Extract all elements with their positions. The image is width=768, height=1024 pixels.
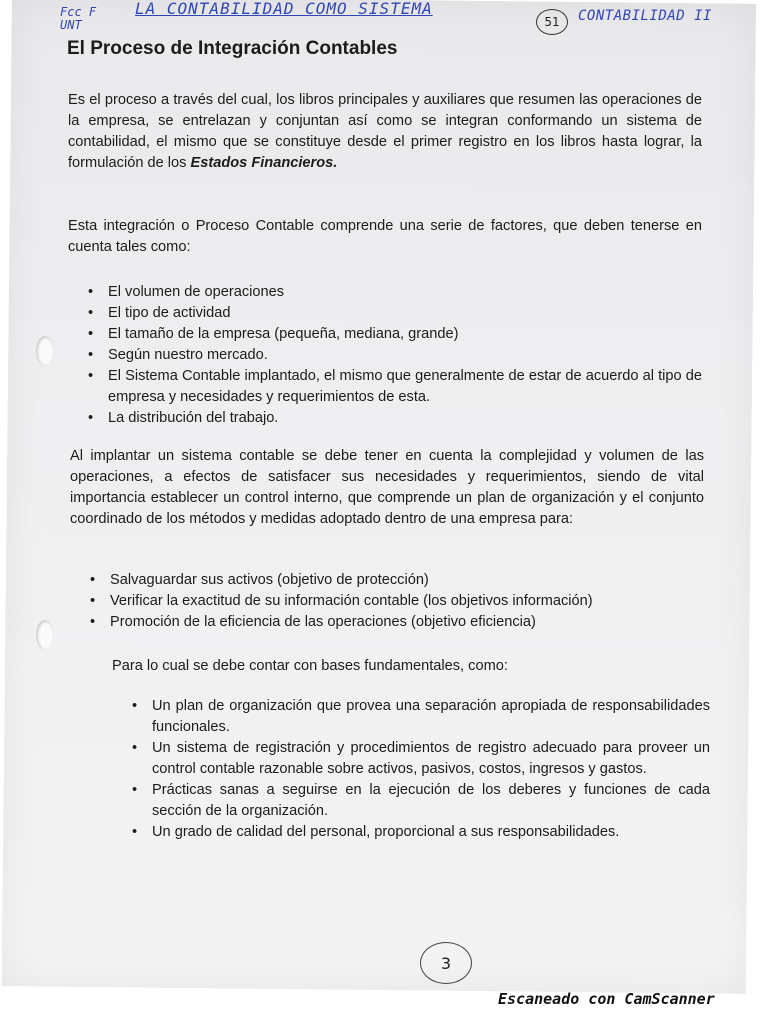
handwritten-subject: CONTABILIDAD II <box>578 8 712 24</box>
bases-intro-paragraph: Para lo cual se debe contar con bases fundamentales, como: <box>112 658 508 674</box>
factors-intro-paragraph: Esta integración o Proceso Contable comprende una serie de factores, que deben tenerse en cuenta tales como: <box>68 218 702 255</box>
factors-list <box>86 282 702 429</box>
intro-text: Es el proceso a través del cual, los libros principales y auxiliares que resumen las operaciones de la empresa, se entrelazan y conjuntan así como se integran conformando un sistema de contabilidad, el mismo que se constituye desde el primer registro en los libros hasta lograr, la formulación de los <box>68 92 702 171</box>
list-item: • Promoción de la eficiencia de las operaciones (objetivo eficiencia) <box>88 612 704 633</box>
handwritten-title: LA CONTABILIDAD COMO SISTEMA <box>135 0 433 18</box>
section-heading: El Proceso de Integración Contables <box>67 38 398 59</box>
list-item: • El tipo de actividad <box>86 303 702 324</box>
list-item: • La distribución del trabajo. <box>86 408 702 429</box>
list-item: • Un sistema de registración y procedimientos de registro adecuado para proveer un control contable razonable sobre activos, pasivos, costos, ingresos y gastos. <box>130 738 710 780</box>
list-item: • Según nuestro mercado. <box>86 345 702 366</box>
handwritten-page-circle: 51 <box>536 9 568 35</box>
list-item: • El volumen de operaciones <box>86 282 702 303</box>
intro-paragraph <box>68 90 702 174</box>
list-item: • El Sistema Contable implantado, el mismo que generalmente de estar de acuerdo al tipo de empresa y necesidades y requerimientos de esta. <box>86 366 702 408</box>
list-item: • Salvaguardar sus activos (objetivo de protección) <box>88 570 704 591</box>
list-item: • Un plan de organización que provea una separación apropiada de responsabilidades funcionales. <box>130 696 710 738</box>
intro-emphasis: Estados Financieros. <box>190 155 338 171</box>
scanner-watermark: Escaneado con CamScanner <box>498 990 715 1008</box>
list-item: • Verificar la exactitud de su información contable (los objetivos información) <box>88 591 704 612</box>
handwritten-course-note: Fcc F UNT <box>60 5 97 32</box>
objectives-list <box>88 570 704 633</box>
control-paragraph: Al implantar un sistema contable se debe tener en cuenta la complejidad y volumen de las operaciones, a efectos de satisfacer sus necesidades y requerimientos, siendo de vital importancia establecer un control interno, que comprende un plan de organización y el conjunto coordinado de los métodos y medidas adoptado dentro de una empresa para: <box>70 448 704 527</box>
page-number: 3 <box>420 942 472 984</box>
list-item: • Un grado de calidad del personal, proporcional a sus responsabilidades. <box>130 822 710 843</box>
list-item: • El tamaño de la empresa (pequeña, mediana, grande) <box>86 324 702 345</box>
bases-list <box>130 696 710 843</box>
list-item: • Prácticas sanas a seguirse en la ejecución de los deberes y funciones de cada sección de la organización. <box>130 780 710 822</box>
